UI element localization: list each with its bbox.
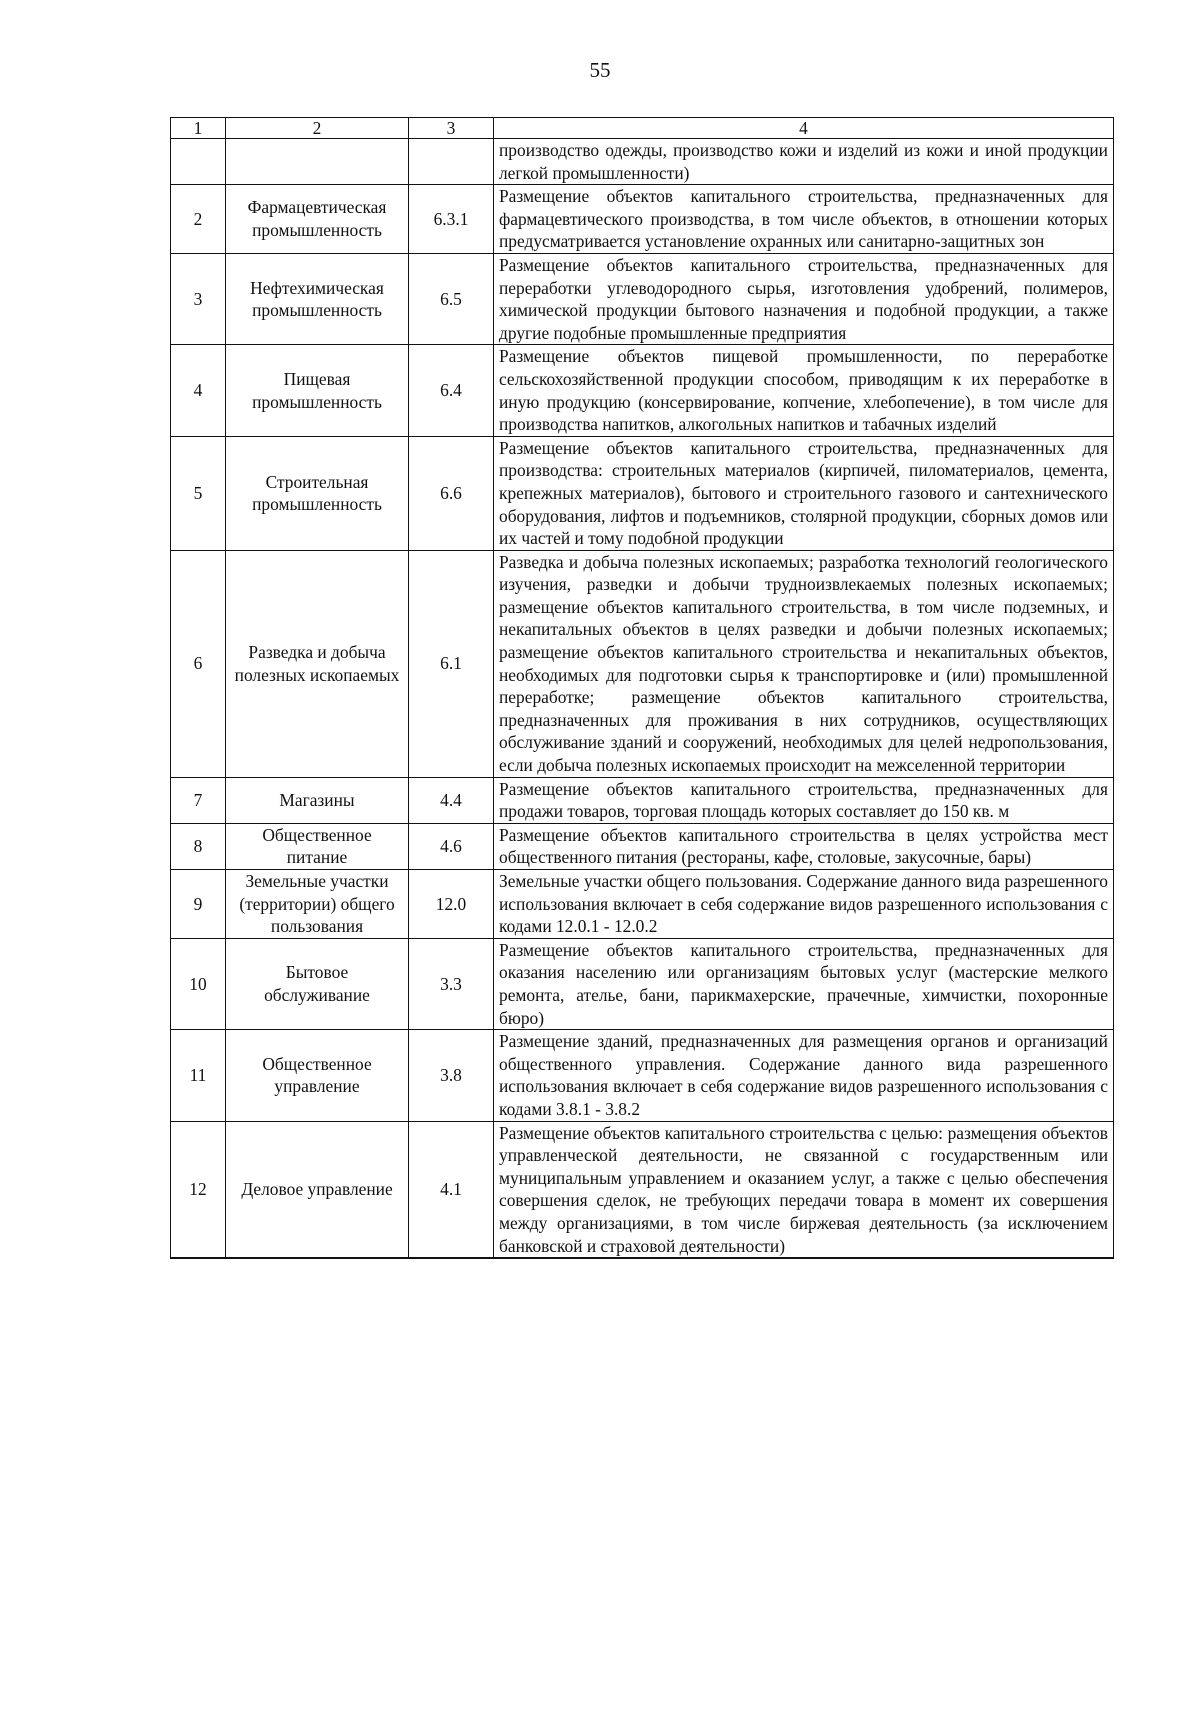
row-number: 12 [171,1121,226,1258]
use-type-code: 3.3 [409,938,494,1029]
use-type-code: 4.6 [409,823,494,869]
use-type-description: Размещение объектов капитального строительства, предназначенных для производства: строительных материалов (кирпичей, пиломатериалов, цемента, крепежных материалов), бытового и строительного газового и сантехнического оборудования, лифтов и подъемников, столярной продукции, сборных домов или их частей и тому подобной продукции [494,436,1114,550]
use-type-description [494,1258,1114,1259]
table-row [171,345,1114,436]
use-type-description: Размещение объектов пищевой промышленности, по переработке сельскохозяйственной продукции способом, приводящим к их переработке в иную продукцию (консервирование, копчение, хлебопечение), в том числе для производства напитков, алкогольных напитков и табачных изделий [494,345,1114,436]
page-number: 55 [589,58,611,82]
use-type-name: Общественное питание [226,823,409,869]
use-type-name: Нефтехимическая промышленность [226,253,409,344]
row-number: 5 [171,436,226,550]
use-type-code: 6.5 [409,253,494,344]
use-type-description: производство одежды, производство кожи и изделий из кожи и иной продукции легкой промышленности) [494,139,1114,185]
land-use-table [170,117,1114,1259]
use-type-code: 6.1 [409,550,494,777]
use-type-name: Разведка и добыча полезных ископаемых [226,550,409,777]
row-number [171,139,226,185]
table-row [171,1030,1114,1121]
use-type-code: 6.6 [409,436,494,550]
use-type-description: Размещение объектов капитального строительства, предназначенных для оказания населению или организациям бытовых услуг (мастерские мелкого ремонта, ателье, бани, парикмахерские, прачечные, химчистки, похоронные бюро) [494,938,1114,1029]
use-type-code: 6.4 [409,345,494,436]
use-type-description: Земельные участки общего пользования. Содержание данного вида разрешенного использования включает в себя содержание видов разрешенного использования с кодами 12.0.1 - 12.0.2 [494,870,1114,939]
header-cell-name: 2 [226,118,409,139]
use-type-name: Общественное управление [226,1030,409,1121]
table-row [171,1258,1114,1259]
use-type-code: 12.0 [409,870,494,939]
use-type-name: Деловое управление [226,1121,409,1258]
use-type-description: Разведка и добыча полезных ископаемых; разработка технологий геологического изучения, разведки и добычи трудноизвлекаемых полезных ископаемых; размещение объектов капитального строительства, в том числе подземных, и некапитальных объектов в целях разведки и добычи полезных ископаемых; размещение объектов капитального строительства и некапитальных объектов, необходимых для подготовки сырья к транспортировке и (или) промышленной переработке; размещение объектов капитального строительства, предназначенных для проживания в них сотрудников, осуществляющих обслуживание зданий и сооружений, необходимых для целей недропользования, если добыча полезных ископаемых происходит на межселенной территории [494,550,1114,777]
row-number: 9 [171,870,226,939]
use-type-name [226,1258,409,1259]
table-header-row [171,118,1114,139]
row-number: 2 [171,185,226,254]
table-row [171,139,1114,185]
use-type-description: Размещение объектов капитального строительства, предназначенных для фармацевтического производства, в том числе объектов, в отношении которых предусматривается установление охранных или санитарно-защитных зон [494,185,1114,254]
row-number: 6 [171,550,226,777]
use-type-code [409,139,494,185]
use-type-name: Земельные участки (территории) общего пользования [226,870,409,939]
use-type-code: 4.4 [409,777,494,823]
table-row [171,777,1114,823]
header-cell-number: 1 [171,118,226,139]
row-number: 7 [171,777,226,823]
use-type-code: 4.1 [409,1121,494,1258]
table-row [171,436,1114,550]
table-row [171,550,1114,777]
table-row [171,253,1114,344]
use-type-name: Фармацевтическая промышленность [226,185,409,254]
table-row [171,938,1114,1029]
use-type-name: Бытовое обслуживание [226,938,409,1029]
use-type-description: Размещение объектов капитального строительства, предназначенных для продажи товаров, торговая площадь которых составляет до 150 кв. м [494,777,1114,823]
row-number: 10 [171,938,226,1029]
use-type-description: Размещение объектов капитального строительства с целью: размещения объектов управленческой деятельности, не связанной с государственным или муниципальным управлением и оказанием услуг, а также с целью обеспечения совершения сделок, не требующих передачи товара в момент их совершения между организациями, в том числе биржевая деятельность (за исключением банковской и страховой деятельности) [494,1121,1114,1258]
use-type-description: Размещение объектов капитального строительства, предназначенных для переработки углеводородного сырья, изготовления удобрений, полимеров, химической продукции бытового назначения и подобной продукции, а также другие подобные промышленные предприятия [494,253,1114,344]
header-cell-description: 4 [494,118,1114,139]
table-row [171,1121,1114,1258]
use-type-name: Магазины [226,777,409,823]
table-row [171,185,1114,254]
use-type-name [226,139,409,185]
row-number: 3 [171,253,226,344]
row-number: 8 [171,823,226,869]
table-row [171,870,1114,939]
use-type-code [409,1258,494,1259]
header-cell-code: 3 [409,118,494,139]
table-row [171,823,1114,869]
use-type-name: Пищевая промышленность [226,345,409,436]
row-number: 4 [171,345,226,436]
use-type-description: Размещение объектов капитального строительства в целях устройства мест общественного питания (рестораны, кафе, столовые, закусочные, бары) [494,823,1114,869]
use-type-name: Строительная промышленность [226,436,409,550]
use-type-code: 3.8 [409,1030,494,1121]
row-number [171,1258,226,1259]
use-type-description: Размещение зданий, предназначенных для размещения органов и организаций общественного управления. Содержание данного вида разрешенного использования включает в себя содержание видов разрешенного использования с кодами 3.8.1 - 3.8.2 [494,1030,1114,1121]
use-type-code: 6.3.1 [409,185,494,254]
row-number: 11 [171,1030,226,1121]
